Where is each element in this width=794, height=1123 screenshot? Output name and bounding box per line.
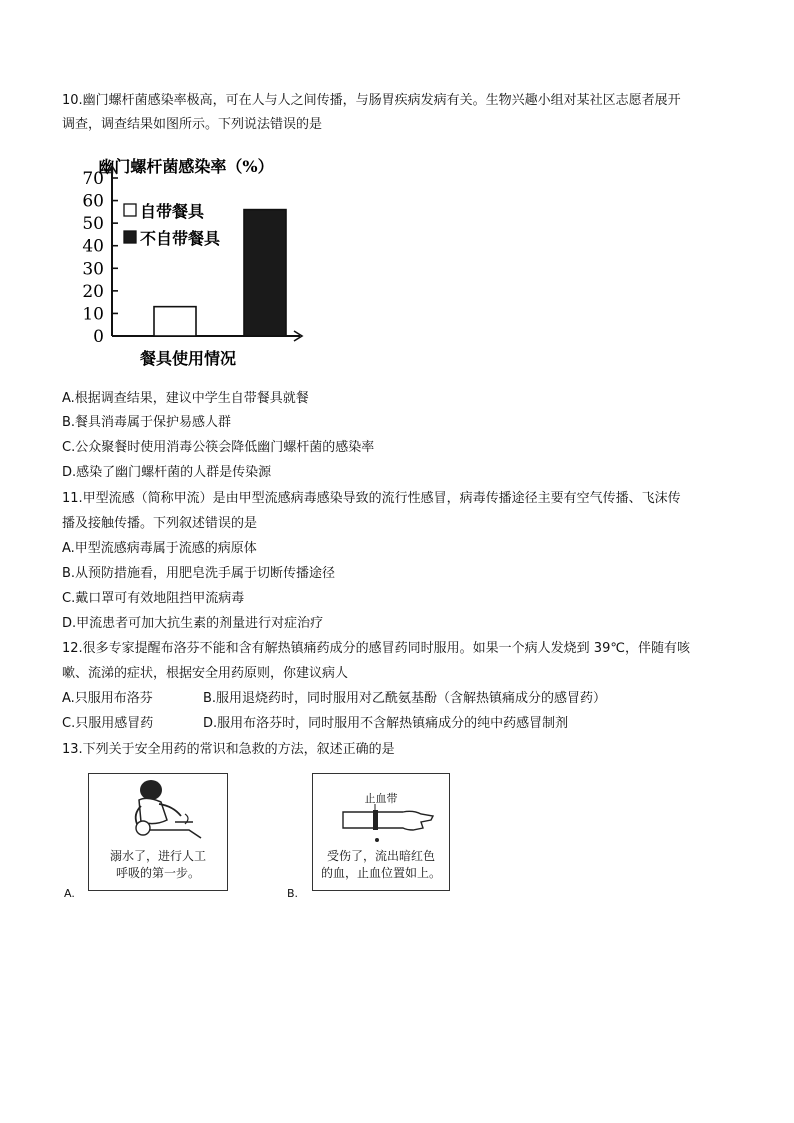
q10-stem-line2: 调查，调查结果如图所示。下列说法错误的是 — [62, 117, 323, 132]
q12-option-b[interactable]: B.服用退烧药时，同时服用对乙酰氨基酚（含解热镇痛成分的感冒药） — [203, 691, 607, 706]
rescue-illustration — [89, 776, 227, 844]
legend-label: 不自带餐具 — [140, 229, 221, 248]
q10-stem-line1: 10.幽门螺杆菌感染率极高，可在人与人之间传播，与肠胃疾病发病有关。生物兴趣小组对某社区志愿者展开 — [62, 93, 681, 108]
figure-b-caption: 受伤了，流出暗红色 的血，止血位置如上。 — [320, 849, 441, 880]
q12-stem-line2: 嗽、流涕的症状，根据安全用药原则，你建议病人 — [62, 666, 349, 681]
x-axis-label: 餐具使用情况 — [139, 349, 237, 368]
legend-label: 自带餐具 — [140, 202, 205, 221]
legend-swatch — [124, 231, 136, 243]
y-tick-label: 10 — [82, 304, 104, 325]
arm-illustration — [313, 804, 449, 844]
bar-1 — [154, 307, 196, 336]
q10-option-d[interactable]: D.感染了幽门螺杆菌的人群是传染源 — [62, 465, 272, 480]
figure-a-caption: 溺水了，进行人工 呼吸的第一步。 — [109, 849, 206, 880]
q10-option-b[interactable]: B.餐具消毒属于保护易感人群 — [62, 415, 232, 430]
q11-option-c[interactable]: C.戴口罩可有效地阻挡甲流病毒 — [62, 591, 245, 606]
figure-a-drowning-rescue — [88, 773, 228, 891]
q11-option-b[interactable]: B.从预防措施看，用肥皂洗手属于切断传播途径 — [62, 566, 336, 581]
q11-option-a[interactable]: A.甲型流感病毒属于流感的病原体 — [62, 541, 257, 556]
q10-option-a[interactable]: A.根据调查结果，建议中学生自带餐具就餐 — [62, 391, 309, 406]
tourniquet-tag: 止血带 — [364, 792, 398, 805]
y-tick-label: 30 — [82, 259, 104, 280]
y-tick-label: 0 — [93, 327, 104, 347]
chart-title: 幽门螺杆菌感染率（%） — [98, 157, 274, 176]
y-tick-label: 50 — [82, 214, 104, 235]
q12-stem-line1: 12.很多专家提醒布洛芬不能和含有解热镇痛药成分的感冒药同时服用。如果一个病人发烧到 39℃，伴随有咳 — [62, 641, 690, 656]
y-tick-label: 70 — [82, 169, 104, 189]
y-tick-label: 60 — [82, 191, 104, 212]
figure-b-bleeding-tourniquet — [312, 773, 450, 891]
q11-stem-line1: 11.甲型流感（简称甲流）是由甲型流感病毒感染导致的流行性感冒，病毒传播途径主要有空气传播、飞沫传 — [62, 491, 681, 506]
q13-stem: 13.下列关于安全用药的常识和急救的方法，叙述正确的是 — [62, 742, 395, 757]
q12-option-a[interactable]: A.只服用布洛芬 — [62, 691, 153, 706]
legend-swatch — [124, 204, 136, 216]
q11-stem-line2: 播及接触传播。下列叙述错误的是 — [62, 516, 258, 531]
figure-a-label[interactable]: A. — [64, 887, 75, 900]
legend — [124, 202, 221, 248]
chart-svg — [68, 144, 318, 374]
y-tick-label: 40 — [82, 236, 104, 257]
infection-rate-chart — [68, 144, 318, 374]
q10-option-c[interactable]: C.公众聚餐时使用消毒公筷会降低幽门螺杆菌的感染率 — [62, 440, 375, 455]
figure-b-label[interactable]: B. — [287, 887, 299, 900]
bar-2 — [244, 210, 286, 336]
q12-option-c[interactable]: C.只服用感冒药 — [62, 716, 154, 731]
q11-option-d[interactable]: D.甲流患者可加大抗生素的剂量进行对症治疗 — [62, 616, 324, 631]
q12-option-d[interactable]: D.服用布洛芬时，同时服用不含解热镇痛成分的纯中药感冒制剂 — [203, 716, 569, 731]
y-tick-label: 20 — [82, 281, 104, 302]
